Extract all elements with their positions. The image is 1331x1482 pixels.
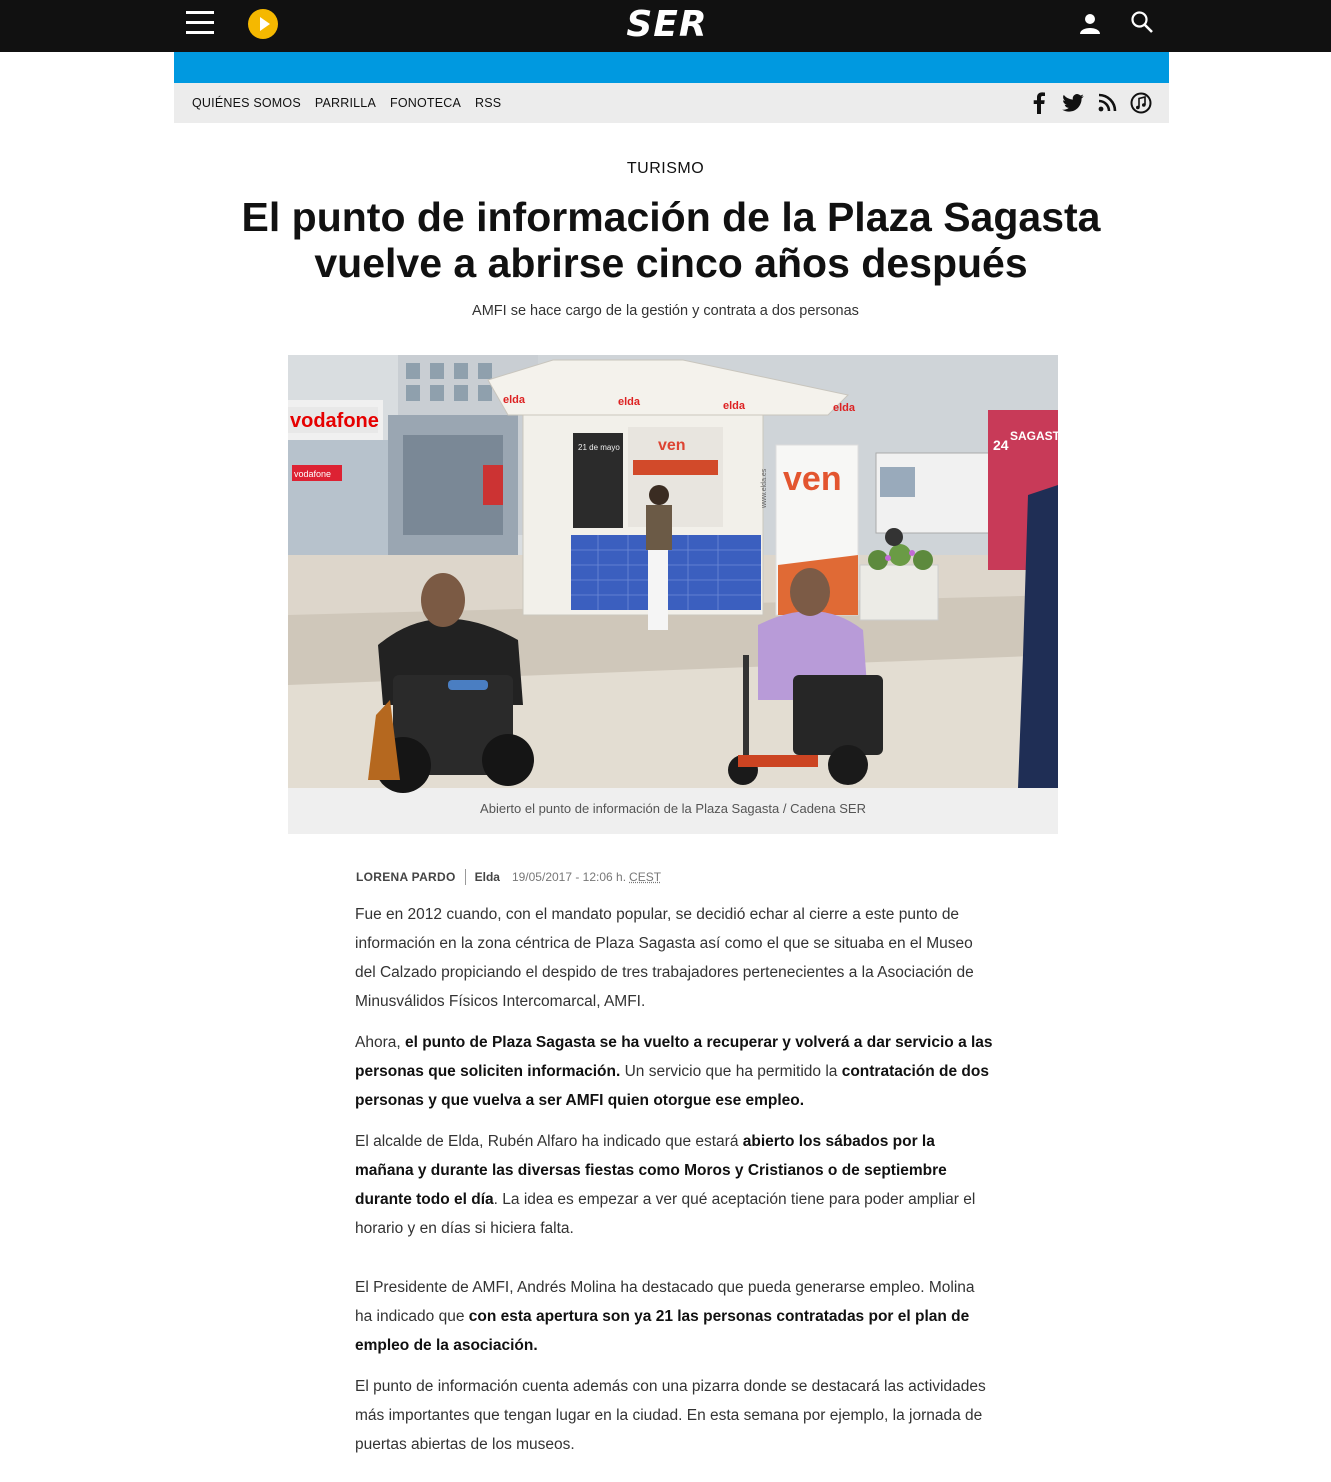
paragraph bbox=[355, 1028, 995, 1115]
byline bbox=[356, 868, 661, 886]
text-run: Ahora, bbox=[355, 1034, 405, 1051]
text-run: Fue en 2012 cuando, con el mandato popular, se decidió echar al cierre a este punto de información en la zona céntrica de Plaza Sagasta así como el que se situaba en el Museo del Calzado propiciando el despido de tres trabajadores pertenecientes a la Asociación de Minusválidos Físicos Intercomarcal, AMFI. bbox=[355, 906, 974, 1010]
article-headline: El punto de información de la Plaza Sagasta vuelve a abrirse cinco años después bbox=[241, 194, 1101, 286]
station-band bbox=[174, 52, 1169, 83]
play-icon[interactable] bbox=[248, 9, 278, 39]
bold-run: el punto de Plaza Sagasta se ha vuelto a recuperar y volverá a dar servicio a las personas que soliciten información. bbox=[355, 1034, 993, 1080]
article-figure bbox=[288, 355, 1068, 834]
social-links bbox=[1027, 91, 1153, 115]
photo-text-sagasta: SAGASTA bbox=[1010, 429, 1068, 443]
paragraph bbox=[355, 900, 995, 1016]
paragraph bbox=[355, 1273, 995, 1360]
photo-text-24: 24 bbox=[993, 437, 1009, 453]
photo-text-ven: ven bbox=[783, 460, 842, 498]
nav-link-parrilla[interactable]: PARRILLA bbox=[314, 96, 376, 110]
facebook-icon[interactable] bbox=[1027, 91, 1051, 115]
photo-text-elda-4: elda bbox=[833, 402, 856, 414]
photo-text-vodafone: vodafone bbox=[290, 410, 379, 432]
text-run: Un servicio que ha permitido la bbox=[620, 1063, 842, 1080]
top-bar bbox=[0, 0, 1331, 52]
article-subhead: AMFI se hace cargo de la gestión y contrata a dos personas bbox=[472, 303, 859, 319]
photo-text-elda-1: elda bbox=[503, 394, 526, 406]
sub-navigation bbox=[174, 83, 1169, 123]
text-run: El Presidente de AMFI, Andrés Molina ha destacado que pueda generarse empleo. Molina ha indicado que bbox=[355, 1279, 975, 1325]
twitter-icon[interactable] bbox=[1061, 91, 1085, 115]
photo-text-board: 21 de mayo bbox=[578, 443, 620, 452]
paragraph bbox=[355, 1127, 995, 1243]
bold-run: con esta apertura son ya 21 las personas contratadas por el plan de empleo de la asociación. bbox=[355, 1308, 970, 1354]
podcast-icon[interactable] bbox=[1129, 91, 1153, 115]
paragraph bbox=[355, 1372, 995, 1459]
nav-link-fonoteca[interactable]: FONOTECA bbox=[390, 96, 462, 110]
rss-icon[interactable] bbox=[1095, 91, 1119, 115]
article-photo[interactable] bbox=[288, 355, 1068, 788]
text-run: . La idea es empezar a ver qué aceptación tiene para poder ampliar el horario y en días si hiciera falta. bbox=[355, 1191, 976, 1237]
photo-text-url: www.elda.es bbox=[761, 468, 768, 508]
section-label[interactable]: TURISMO bbox=[626, 160, 705, 177]
photo-text-ven-small: ven bbox=[658, 437, 686, 454]
nav-link-quienes-somos[interactable]: QUIÉNES SOMOS bbox=[192, 96, 301, 110]
text-run: El alcalde de Elda, Rubén Alfaro ha indicado que estará bbox=[355, 1133, 743, 1150]
photo-caption: Abierto el punto de información de la Plaza Sagasta / Cadena SER bbox=[480, 801, 866, 816]
hamburger-menu-icon[interactable] bbox=[186, 10, 214, 34]
subnav-links bbox=[192, 83, 501, 123]
publish-date: 19/05/2017 - 12:06 h. bbox=[511, 870, 627, 884]
author-name[interactable]: LORENA PARDO bbox=[356, 870, 456, 884]
byline-place[interactable]: Elda bbox=[474, 870, 500, 884]
byline-divider bbox=[465, 869, 466, 885]
site-logo[interactable]: SER bbox=[626, 4, 708, 45]
photo-text-vodafone-small: vodafone bbox=[294, 469, 332, 479]
timezone-abbr: CEST bbox=[629, 870, 662, 884]
search-icon[interactable] bbox=[1130, 10, 1154, 34]
text-run: El punto de información cuenta además con una pizarra donde se destacará las actividades más importantes que tengan lugar en la ciudad. En esta semana por ejemplo, la jornada de puertas abiertas de los museos. bbox=[355, 1378, 986, 1453]
photo-text-elda-2: elda bbox=[618, 396, 641, 408]
bold-run: abierto los sábados por la mañana y durante las diversas fiestas como Moros y Cristianos o de septiembre durante todo el día bbox=[355, 1133, 947, 1208]
user-icon[interactable] bbox=[1078, 12, 1102, 36]
nav-link-rss[interactable]: RSS bbox=[475, 96, 502, 110]
bold-run: contratación de dos personas y que vuelva a ser AMFI quien otorgue ese empleo. bbox=[355, 1063, 989, 1109]
photo-text-elda-3: elda bbox=[723, 400, 746, 412]
article-body bbox=[355, 900, 995, 1471]
